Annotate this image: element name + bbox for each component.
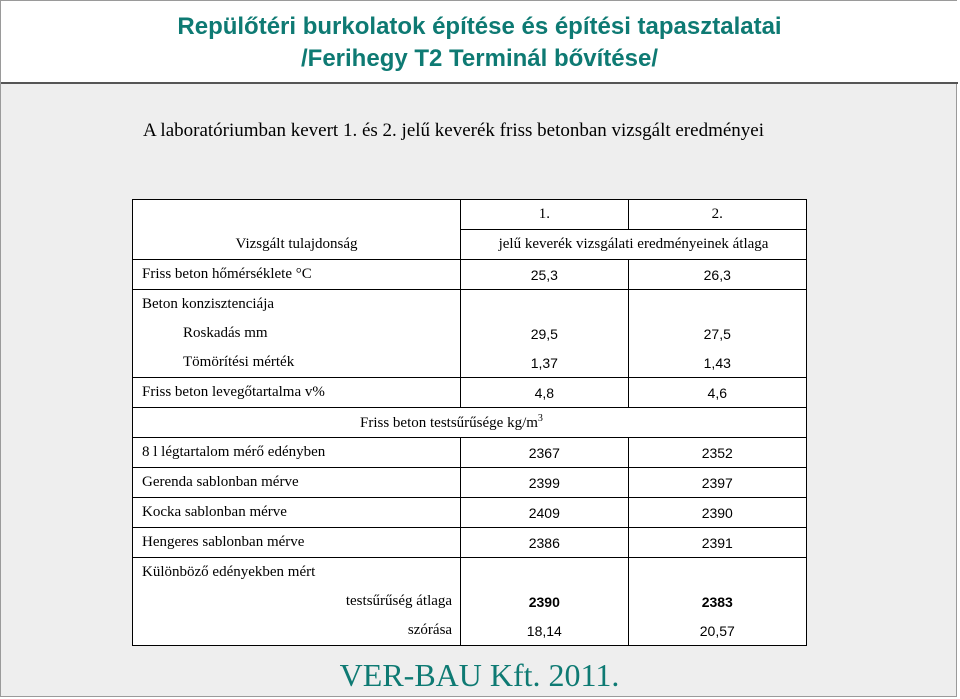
table-row bbox=[133, 408, 807, 438]
subtitle: A laboratóriumban kevert 1. és 2. jelű keverék friss betonban vizsgált eredményei bbox=[143, 120, 764, 141]
row-label: Kocka sablonban mérve bbox=[133, 498, 461, 528]
density-unit-superscript: 3 bbox=[537, 413, 543, 424]
table-row bbox=[133, 498, 807, 528]
cell-value: 4,6 bbox=[628, 378, 806, 408]
row-label: Különböző edényekben mért bbox=[133, 558, 461, 588]
row-label: Gerenda sablonban mérve bbox=[133, 468, 461, 498]
cell-value: 27,5 bbox=[628, 319, 806, 348]
cell-value: 2390 bbox=[461, 587, 628, 616]
cell-empty bbox=[628, 290, 806, 320]
row-label: Hengeres sablonban mérve bbox=[133, 528, 461, 558]
table-row bbox=[133, 348, 807, 378]
results-table bbox=[132, 199, 807, 646]
table-row bbox=[133, 468, 807, 498]
table-row bbox=[133, 558, 807, 588]
cell-empty bbox=[628, 558, 806, 588]
table-row bbox=[133, 616, 807, 646]
row-label: Tömörítési mérték bbox=[133, 348, 461, 378]
title-line-1: Repülőtéri burkolatok építése és építési tapasztalatai bbox=[177, 13, 782, 40]
row-label: 8 l légtartalom mérő edényben bbox=[133, 438, 461, 468]
cell-empty bbox=[461, 558, 628, 588]
row-label: Beton konzisztenciája bbox=[133, 290, 461, 320]
merged-results-header: jelű keverék vizsgálati eredményeinek átlaga bbox=[461, 230, 807, 260]
density-section-header bbox=[133, 408, 807, 438]
col-property-header: Vizsgált tulajdonság bbox=[133, 230, 461, 260]
col-2-number: 2. bbox=[628, 200, 806, 230]
row-label: szórása bbox=[133, 616, 461, 646]
cell-value: 29,5 bbox=[461, 319, 628, 348]
cell-value: 2409 bbox=[461, 498, 628, 528]
table-row bbox=[133, 260, 807, 290]
row-label: testsűrűség átlaga bbox=[133, 587, 461, 616]
cell-value: 20,57 bbox=[628, 616, 806, 646]
table-row bbox=[133, 290, 807, 320]
cell-value: 1,37 bbox=[461, 348, 628, 378]
cell-value: 26,3 bbox=[628, 260, 806, 290]
cell-value: 25,3 bbox=[461, 260, 628, 290]
title-line-2: /Ferihegy T2 Terminál bővítése/ bbox=[301, 45, 658, 72]
cell-value: 2397 bbox=[628, 468, 806, 498]
row-label: Friss beton levegőtartalma v% bbox=[133, 378, 461, 408]
table-row bbox=[133, 528, 807, 558]
cell-value: 2386 bbox=[461, 528, 628, 558]
row-label: Roskadás mm bbox=[133, 319, 461, 348]
cell-empty bbox=[461, 290, 628, 320]
cell-value: 1,43 bbox=[628, 348, 806, 378]
cell-value: 2352 bbox=[628, 438, 806, 468]
table-row bbox=[133, 319, 807, 348]
cell-value: 18,14 bbox=[461, 616, 628, 646]
table-header-row-1 bbox=[133, 200, 807, 230]
cell-value: 2399 bbox=[461, 468, 628, 498]
table-row bbox=[133, 378, 807, 408]
density-label: Friss beton testsűrűsége kg/m bbox=[360, 415, 538, 431]
cell-value: 2383 bbox=[628, 587, 806, 616]
table-row bbox=[133, 438, 807, 468]
cell-value: 4,8 bbox=[461, 378, 628, 408]
row-label: Friss beton hőmérséklete °C bbox=[133, 260, 461, 290]
cell-value: 2367 bbox=[461, 438, 628, 468]
cell-value: 2390 bbox=[628, 498, 806, 528]
table-row bbox=[133, 587, 807, 616]
col-1-number: 1. bbox=[461, 200, 628, 230]
header bbox=[1, 1, 958, 84]
cell-value: 2391 bbox=[628, 528, 806, 558]
table-header-row-2 bbox=[133, 230, 807, 260]
footer-company: VER-BAU Kft. 2011. bbox=[339, 657, 620, 693]
header-blank-cell bbox=[133, 200, 461, 230]
